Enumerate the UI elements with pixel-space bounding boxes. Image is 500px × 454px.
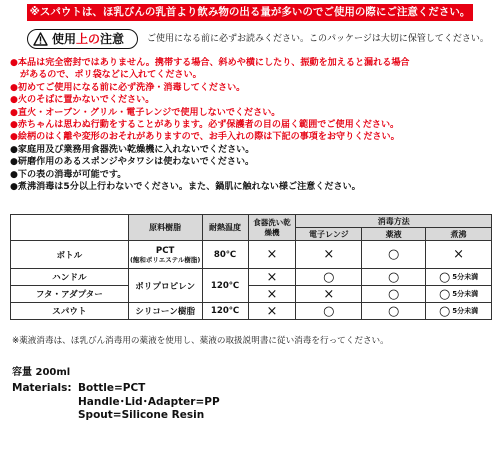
spout-warning-banner: ※スパウトは、ほ乳びんの乳首より飲み物の出る量が多いのでご使用の際にご注意ください。: [27, 4, 473, 21]
material-cell: ポリプロピレン: [128, 269, 202, 303]
care-item: ●研磨作用のあるスポンジやタワシは使わないでください。: [10, 157, 255, 168]
material-header: 原料樹脂: [128, 215, 202, 241]
part-cell: スパウト: [11, 303, 129, 320]
chemical-cell: ○: [362, 269, 426, 286]
caution-item: ●絵柄のはく離や変形のおそれがありますので、お手入れの際は下記の事項をお守りください。: [10, 132, 400, 143]
material-line: Handle･Lid･Adapter=PP: [78, 395, 220, 408]
caution-title: 使用上の注意: [52, 32, 125, 46]
caution-item: ●初めてご使用になる前に必ず洗浄・消毒してください。: [10, 82, 246, 93]
material-cell: シリコーン樹脂: [128, 303, 202, 320]
microwave-cell: ○: [296, 303, 362, 320]
boil-header: 煮沸: [426, 228, 492, 241]
microwave-header: 電子レンジ: [296, 228, 362, 241]
disinfect-header: 消毒方法: [296, 215, 492, 228]
microwave-cell: ×: [296, 286, 362, 303]
boil-cell: ○ 5分未満: [426, 269, 492, 286]
dishwasher-cell: ×: [248, 303, 296, 320]
part-cell: ボトル: [11, 241, 129, 269]
boil-cell: ×: [426, 241, 492, 269]
chemical-disinfection-note: ※薬液消毒は、ほ乳びん消毒用の薬液を使用し、薬液の取扱説明書に従い消毒を行ってください。: [12, 336, 389, 346]
material-line: Bottle=PCT: [78, 382, 146, 394]
chemical-cell: ○: [362, 241, 426, 269]
caution-item: ●本品は完全密封ではありません。携帯する場合、斜めや横にしたり、振動を加えると漏れる場合: [10, 58, 410, 68]
materials-list: [12, 382, 220, 423]
care-item: ●家庭用及び業務用食器洗い乾燥機に入れないでください。: [10, 144, 255, 155]
usage-caution-heading: [27, 29, 138, 49]
caution-list: [10, 57, 492, 193]
part-cell: ハンドル: [11, 269, 129, 286]
part-cell: フタ・アダプター: [11, 286, 129, 303]
dishwasher-cell: ×: [248, 269, 296, 286]
chemical-cell: ○: [362, 303, 426, 320]
dishwasher-header: 食器洗い乾燥機: [248, 215, 296, 241]
blank-header: [11, 215, 129, 241]
capacity-label: 容量 200ml: [12, 367, 71, 378]
disinfection-table: [10, 214, 492, 320]
heat-cell: 120℃: [202, 269, 248, 303]
materials-label: Materials:: [12, 382, 72, 394]
caution-item: があるので、ポリ袋などに入れてください。: [20, 70, 202, 81]
dishwasher-cell: ×: [248, 241, 296, 269]
heat-cell: 120℃: [202, 303, 248, 320]
material-cell: PCT (飽和ポリエステル樹脂): [128, 241, 202, 269]
heat-header: 耐熱温度: [202, 215, 248, 241]
chemical-cell: ○: [362, 286, 426, 303]
caution-item: ●直火・オーブン・グリル・電子レンジで使用しないでください。: [10, 107, 281, 118]
boil-cell: ○ 5分未満: [426, 286, 492, 303]
warning-triangle-icon: [33, 32, 48, 46]
caution-item: ●火のそばに置かないでください。: [10, 95, 155, 106]
care-item: ●煮沸消毒は5分以上行わないでください。また、鍋肌に触れない様ご注意ください。: [10, 182, 361, 193]
dishwasher-cell: ×: [248, 286, 296, 303]
caution-item: ●赤ちゃんは思わぬ行動をすることがあります。必ず保護者の目の届く範囲でご使用ください。: [10, 120, 400, 131]
microwave-cell: ○: [296, 269, 362, 286]
read-before-use-note: ご使用になる前に必ずお読みください。このパッケージは大切に保管してください。: [147, 34, 489, 44]
care-item: ●下の表の消毒が可能です。: [10, 169, 127, 180]
chemical-header: 薬液: [362, 228, 426, 241]
material-line: Spout=Silicone Resin: [78, 409, 205, 421]
heat-cell: 80℃: [202, 241, 248, 269]
microwave-cell: ×: [296, 241, 362, 269]
boil-cell: ○ 5分未満: [426, 303, 492, 320]
